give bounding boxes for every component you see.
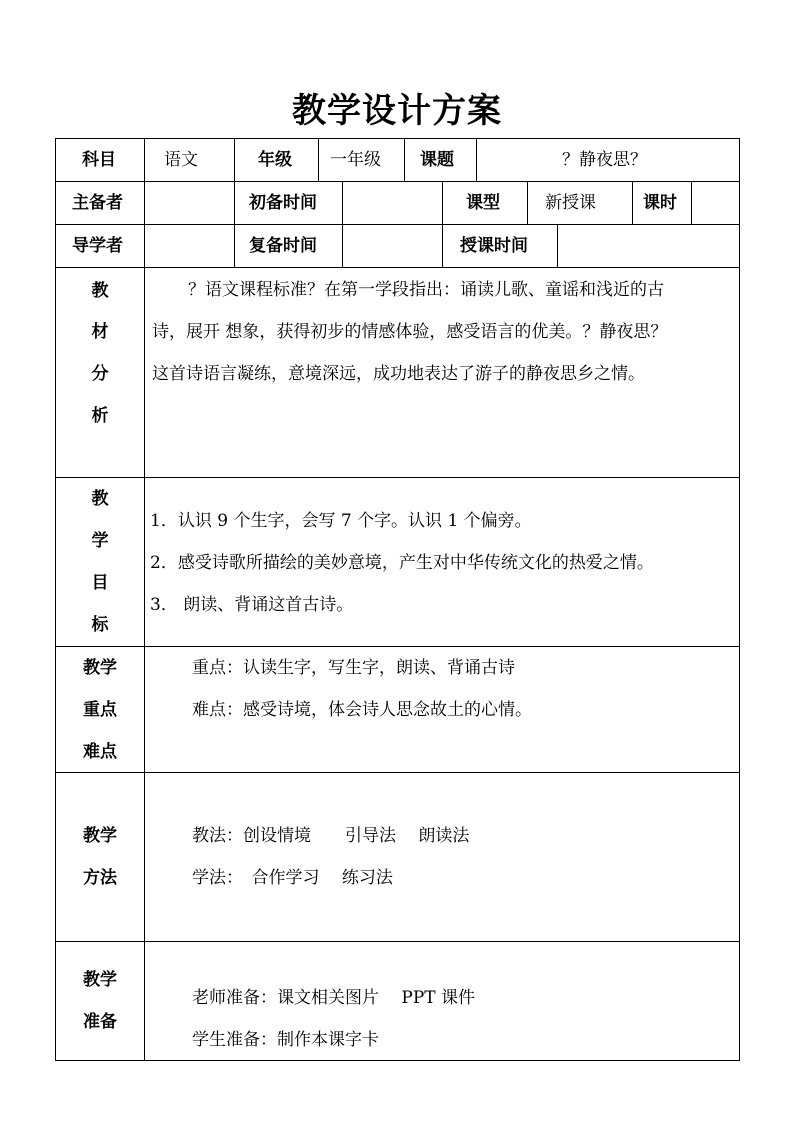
prep-time-label: 初备时间 — [249, 193, 317, 213]
preparation-text — [192, 977, 732, 1061]
lead-preparer-label: 主备者 — [72, 193, 123, 213]
label-char: 析 — [91, 406, 109, 426]
col-divider — [476, 138, 477, 181]
material-analysis-text — [152, 269, 737, 395]
text-line: 教法：创设情境 引导法 朗读法 — [192, 826, 470, 846]
row-divider — [55, 181, 740, 182]
guide-label: 导学者 — [72, 236, 123, 256]
grade-value: 一年级 — [330, 150, 381, 170]
label-char: 目 — [91, 573, 109, 593]
col-divider — [234, 181, 235, 267]
row-divider — [55, 267, 740, 268]
key-points-text — [192, 647, 732, 731]
label-char: 材 — [91, 322, 109, 342]
methods-text — [192, 815, 732, 899]
text-line: ？语文课程标准？在第一学段指出：诵读儿歌、童谣和浅近的古 — [188, 280, 664, 300]
col-divider — [404, 138, 405, 181]
text-line: 学生准备：制作本课字卡 — [192, 1030, 379, 1050]
col-divider — [144, 138, 145, 1061]
col-divider — [342, 181, 343, 267]
col-divider — [691, 181, 692, 224]
teaching-goals-text — [150, 500, 738, 626]
row-divider — [55, 772, 740, 773]
text-line: 重点：认读生字，写生字，朗读、背诵古诗 — [192, 658, 515, 678]
review-time-label: 复备时间 — [249, 236, 317, 256]
col-divider — [318, 138, 319, 181]
goal-item: 3． 朗读、背诵这首古诗。 — [150, 595, 354, 615]
period-label: 课时 — [643, 193, 677, 213]
text-line: 学法： 合作学习 练习法 — [192, 868, 393, 888]
subject-label: 科目 — [82, 150, 116, 170]
page-title: 教学设计方案 — [292, 91, 502, 131]
teach-time-label: 授课时间 — [460, 236, 528, 256]
col-divider — [527, 181, 528, 224]
goal-item: 2．感受诗歌所描绘的美妙意境，产生对中华传统文化的热爱之情。 — [150, 553, 654, 573]
row-divider — [55, 224, 740, 225]
label-line: 难点 — [83, 742, 117, 762]
row-divider — [55, 477, 740, 478]
row-divider — [55, 941, 740, 942]
grade-label: 年级 — [258, 150, 292, 170]
label-char: 学 — [91, 531, 109, 551]
text-line: 这首诗语言凝练，意境深远，成功地表达了游子的静夜思乡之情。 — [152, 364, 645, 384]
label-char: 教 — [91, 281, 109, 301]
label-line: 教学 — [83, 826, 117, 846]
col-divider — [557, 224, 558, 267]
topic-label: 课题 — [420, 150, 454, 170]
subject-value: 语文 — [164, 150, 198, 170]
col-divider — [234, 138, 235, 181]
lesson-type-value: 新授课 — [545, 193, 596, 213]
label-line: 重点 — [83, 700, 117, 720]
text-line: 难点：感受诗境，体会诗人思念故土的心情。 — [192, 700, 532, 720]
label-line: 教学 — [83, 970, 117, 990]
label-line: 方法 — [83, 868, 117, 888]
label-char: 教 — [91, 489, 109, 509]
col-divider — [442, 181, 443, 267]
topic-value: ？静夜思？ — [562, 150, 647, 170]
col-divider — [632, 181, 633, 224]
text-line: 老师准备：课文相关图片 PPT 课件 — [192, 988, 476, 1008]
label-line: 准备 — [83, 1012, 117, 1032]
label-char: 标 — [91, 615, 109, 635]
text-line: 诗，展开 想象，获得初步的情感体验，感受语言的优美。？静夜思？ — [152, 322, 668, 342]
goal-item: 1．认识 9 个生字，会写 7 个字。认识 1 个偏旁。 — [150, 511, 532, 531]
lesson-type-label: 课型 — [466, 193, 500, 213]
label-char: 分 — [91, 364, 109, 384]
label-line: 教学 — [83, 658, 117, 678]
